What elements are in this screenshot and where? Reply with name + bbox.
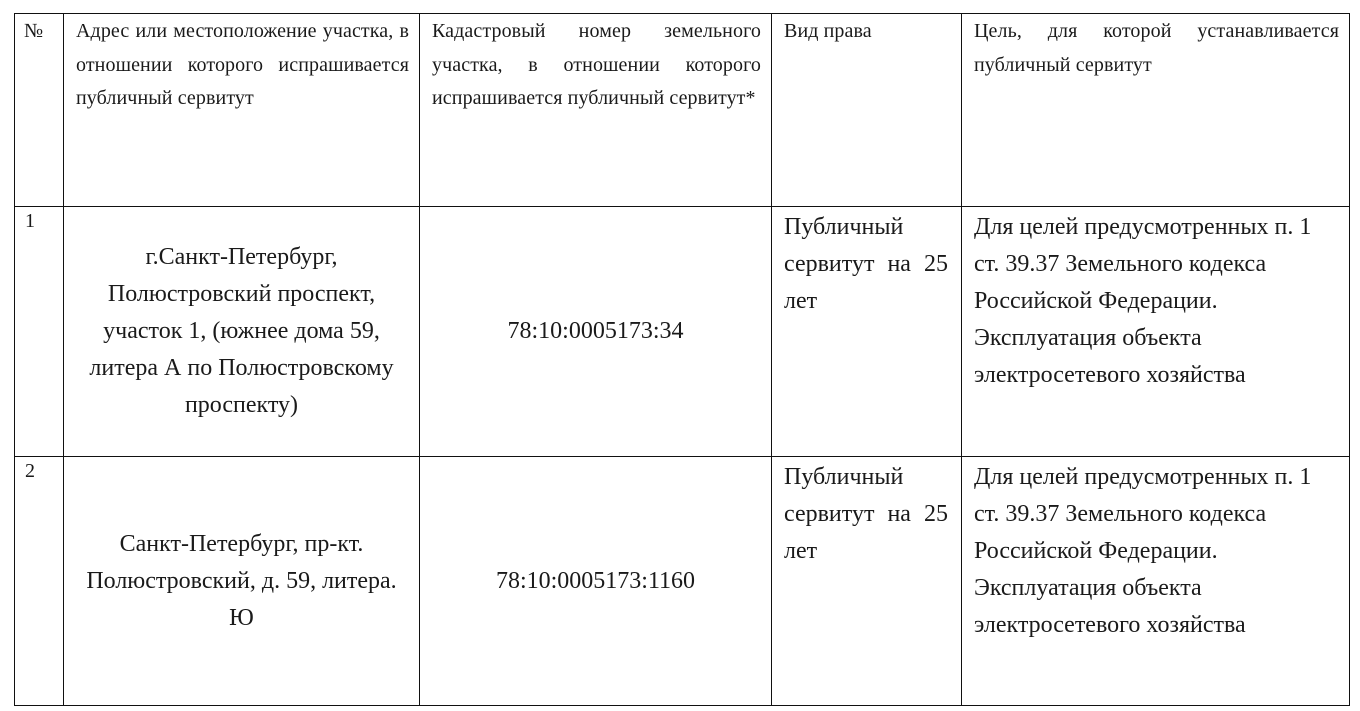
row-purpose: Для целей предусмотренных п. 1 ст. 39.37 Земельного кодекса Российской Федерации. Эксплуатация объекта электросетевого хозяйства xyxy=(962,457,1350,706)
row-cadastral-number: 78:10:0005173:1160 xyxy=(420,457,772,706)
header-cadastral-number: Кадастровый номер земельного участка, в отношении которого испрашивается публичный сервитут* xyxy=(420,14,772,207)
header-purpose: Цель, для которой устанавливается публичный сервитут xyxy=(962,14,1350,207)
row-address: г.Санкт-Петербург, Полюстровский проспект, участок 1, (южнее дома 59, литера А по Полюстровскому проспекту) xyxy=(64,207,420,457)
servitude-table xyxy=(14,13,1350,706)
row-right-kind: Публичный сервитут на 25 лет xyxy=(772,207,962,457)
header-number: № xyxy=(15,14,64,207)
table-header-row xyxy=(15,14,1350,207)
row-address: Санкт-Петербург, пр-кт. Полюстровский, д. 59, литера. Ю xyxy=(64,457,420,706)
row-purpose: Для целей предусмотренных п. 1 ст. 39.37 Земельного кодекса Российской Федерации. Эксплуатация объекта электросетевого хозяйства xyxy=(962,207,1350,457)
header-address: Адрес или местоположение участка, в отношении которого испрашивается публичный сервитут xyxy=(64,14,420,207)
header-right-kind: Вид права xyxy=(772,14,962,207)
table-row xyxy=(15,207,1350,457)
table-row xyxy=(15,457,1350,706)
row-cadastral-number: 78:10:0005173:34 xyxy=(420,207,772,457)
row-number: 2 xyxy=(15,457,64,706)
row-right-kind: Публичный сервитут на 25 лет xyxy=(772,457,962,706)
row-number: 1 xyxy=(15,207,64,457)
